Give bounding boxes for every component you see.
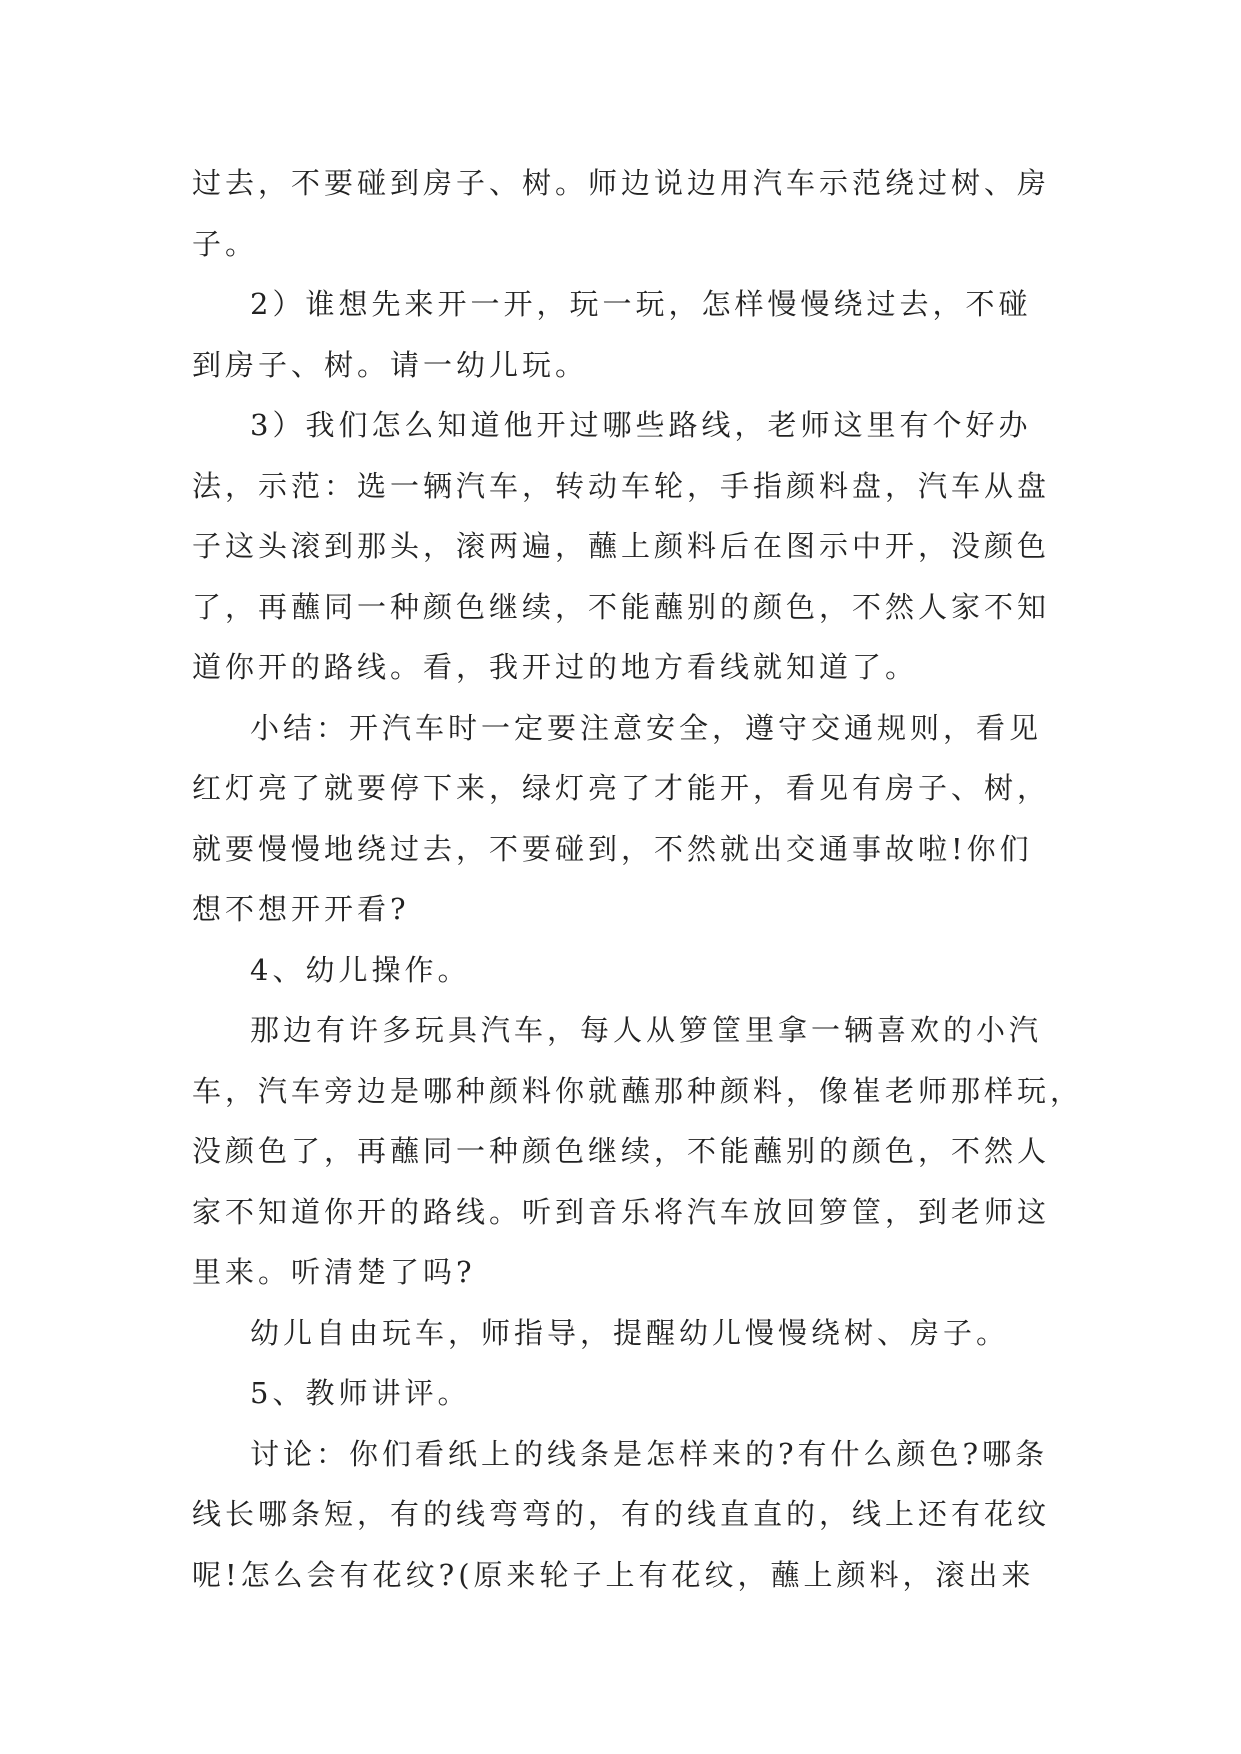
text-line: 车，汽车旁边是哪种颜料你就蘸那种颜料，像崔老师那样玩， (192, 1073, 1084, 1108)
text-line: 讨论：你们看纸上的线条是怎样来的?有什么颜色?哪条 (250, 1436, 1049, 1471)
text-line: 4、幼儿操作。 (250, 952, 471, 987)
section-heading-4 (192, 940, 1048, 1001)
text-line: 了，再蘸同一种颜色继续，不能蘸别的颜色，不然人家不知 (192, 589, 1051, 624)
text-line: 幼儿自由玩车，师指导，提醒幼儿慢慢绕树、房子。 (250, 1315, 1010, 1350)
text-line: 想不想开开看? (192, 892, 410, 926)
text-line: 没颜色了，再蘸同一种颜色继续，不能蘸别的颜色，不然人 (192, 1134, 1051, 1168)
text-line: 2）谁想先来开一开，玩一玩，怎样慢慢绕过去，不碰 (250, 287, 1032, 321)
paragraph-3 (192, 395, 1051, 698)
paragraph-free-play (192, 1303, 1048, 1364)
text-line: 3）我们怎么知道他开过哪些路线，老师这里有个好办 (250, 408, 1032, 442)
text-line: 子这头滚到那头，滚两遍，蘸上颜料后在图示中开，没颜色 (192, 529, 1051, 563)
text-line: 法，示范：选一辆汽车，转动车轮，手指颜料盘，汽车从盘 (192, 468, 1051, 503)
text-line: 小结：开汽车时一定要注意安全，遵守交通规则，看见 (250, 710, 1043, 745)
text-line: 呢!怎么会有花纹?(原来轮子上有花纹，蘸上颜料，滚出来 (192, 1557, 1035, 1592)
section-heading-5 (192, 1363, 1048, 1424)
text-line: 过去，不要碰到房子、树。师边说边用汽车示范绕过树、房 (192, 166, 1051, 200)
paragraph-operation (192, 1000, 1084, 1303)
text-line: 子。 (192, 226, 259, 261)
text-line: 线长哪条短，有的线弯弯的，有的线直直的，线上还有花纹 (192, 1497, 1051, 1531)
paragraph-discussion (192, 1424, 1051, 1606)
text-line: 家不知道你开的路线。听到音乐将汽车放回箩筐，到老师这 (192, 1194, 1051, 1229)
paragraph-2 (192, 274, 1048, 395)
text-line: 那边有许多玩具汽车，每人从箩筐里拿一辆喜欢的小汽 (250, 1013, 1043, 1047)
text-line: 5、教师讲评。 (250, 1376, 471, 1410)
text-line: 道你开的路线。看，我开过的地方看线就知道了。 (192, 650, 919, 684)
text-line: 到房子、树。请一幼儿玩。 (192, 347, 589, 382)
paragraph-summary (192, 698, 1051, 940)
text-line: 就要慢慢地绕过去，不要碰到，不然就出交通事故啦!你们 (192, 831, 1033, 866)
paragraph-1 (192, 153, 1051, 274)
text-line: 红灯亮了就要停下来，绿灯亮了才能开，看见有房子、树， (192, 771, 1051, 805)
text-line: 里来。听清楚了吗? (192, 1255, 476, 1289)
document-body (192, 153, 1084, 1605)
